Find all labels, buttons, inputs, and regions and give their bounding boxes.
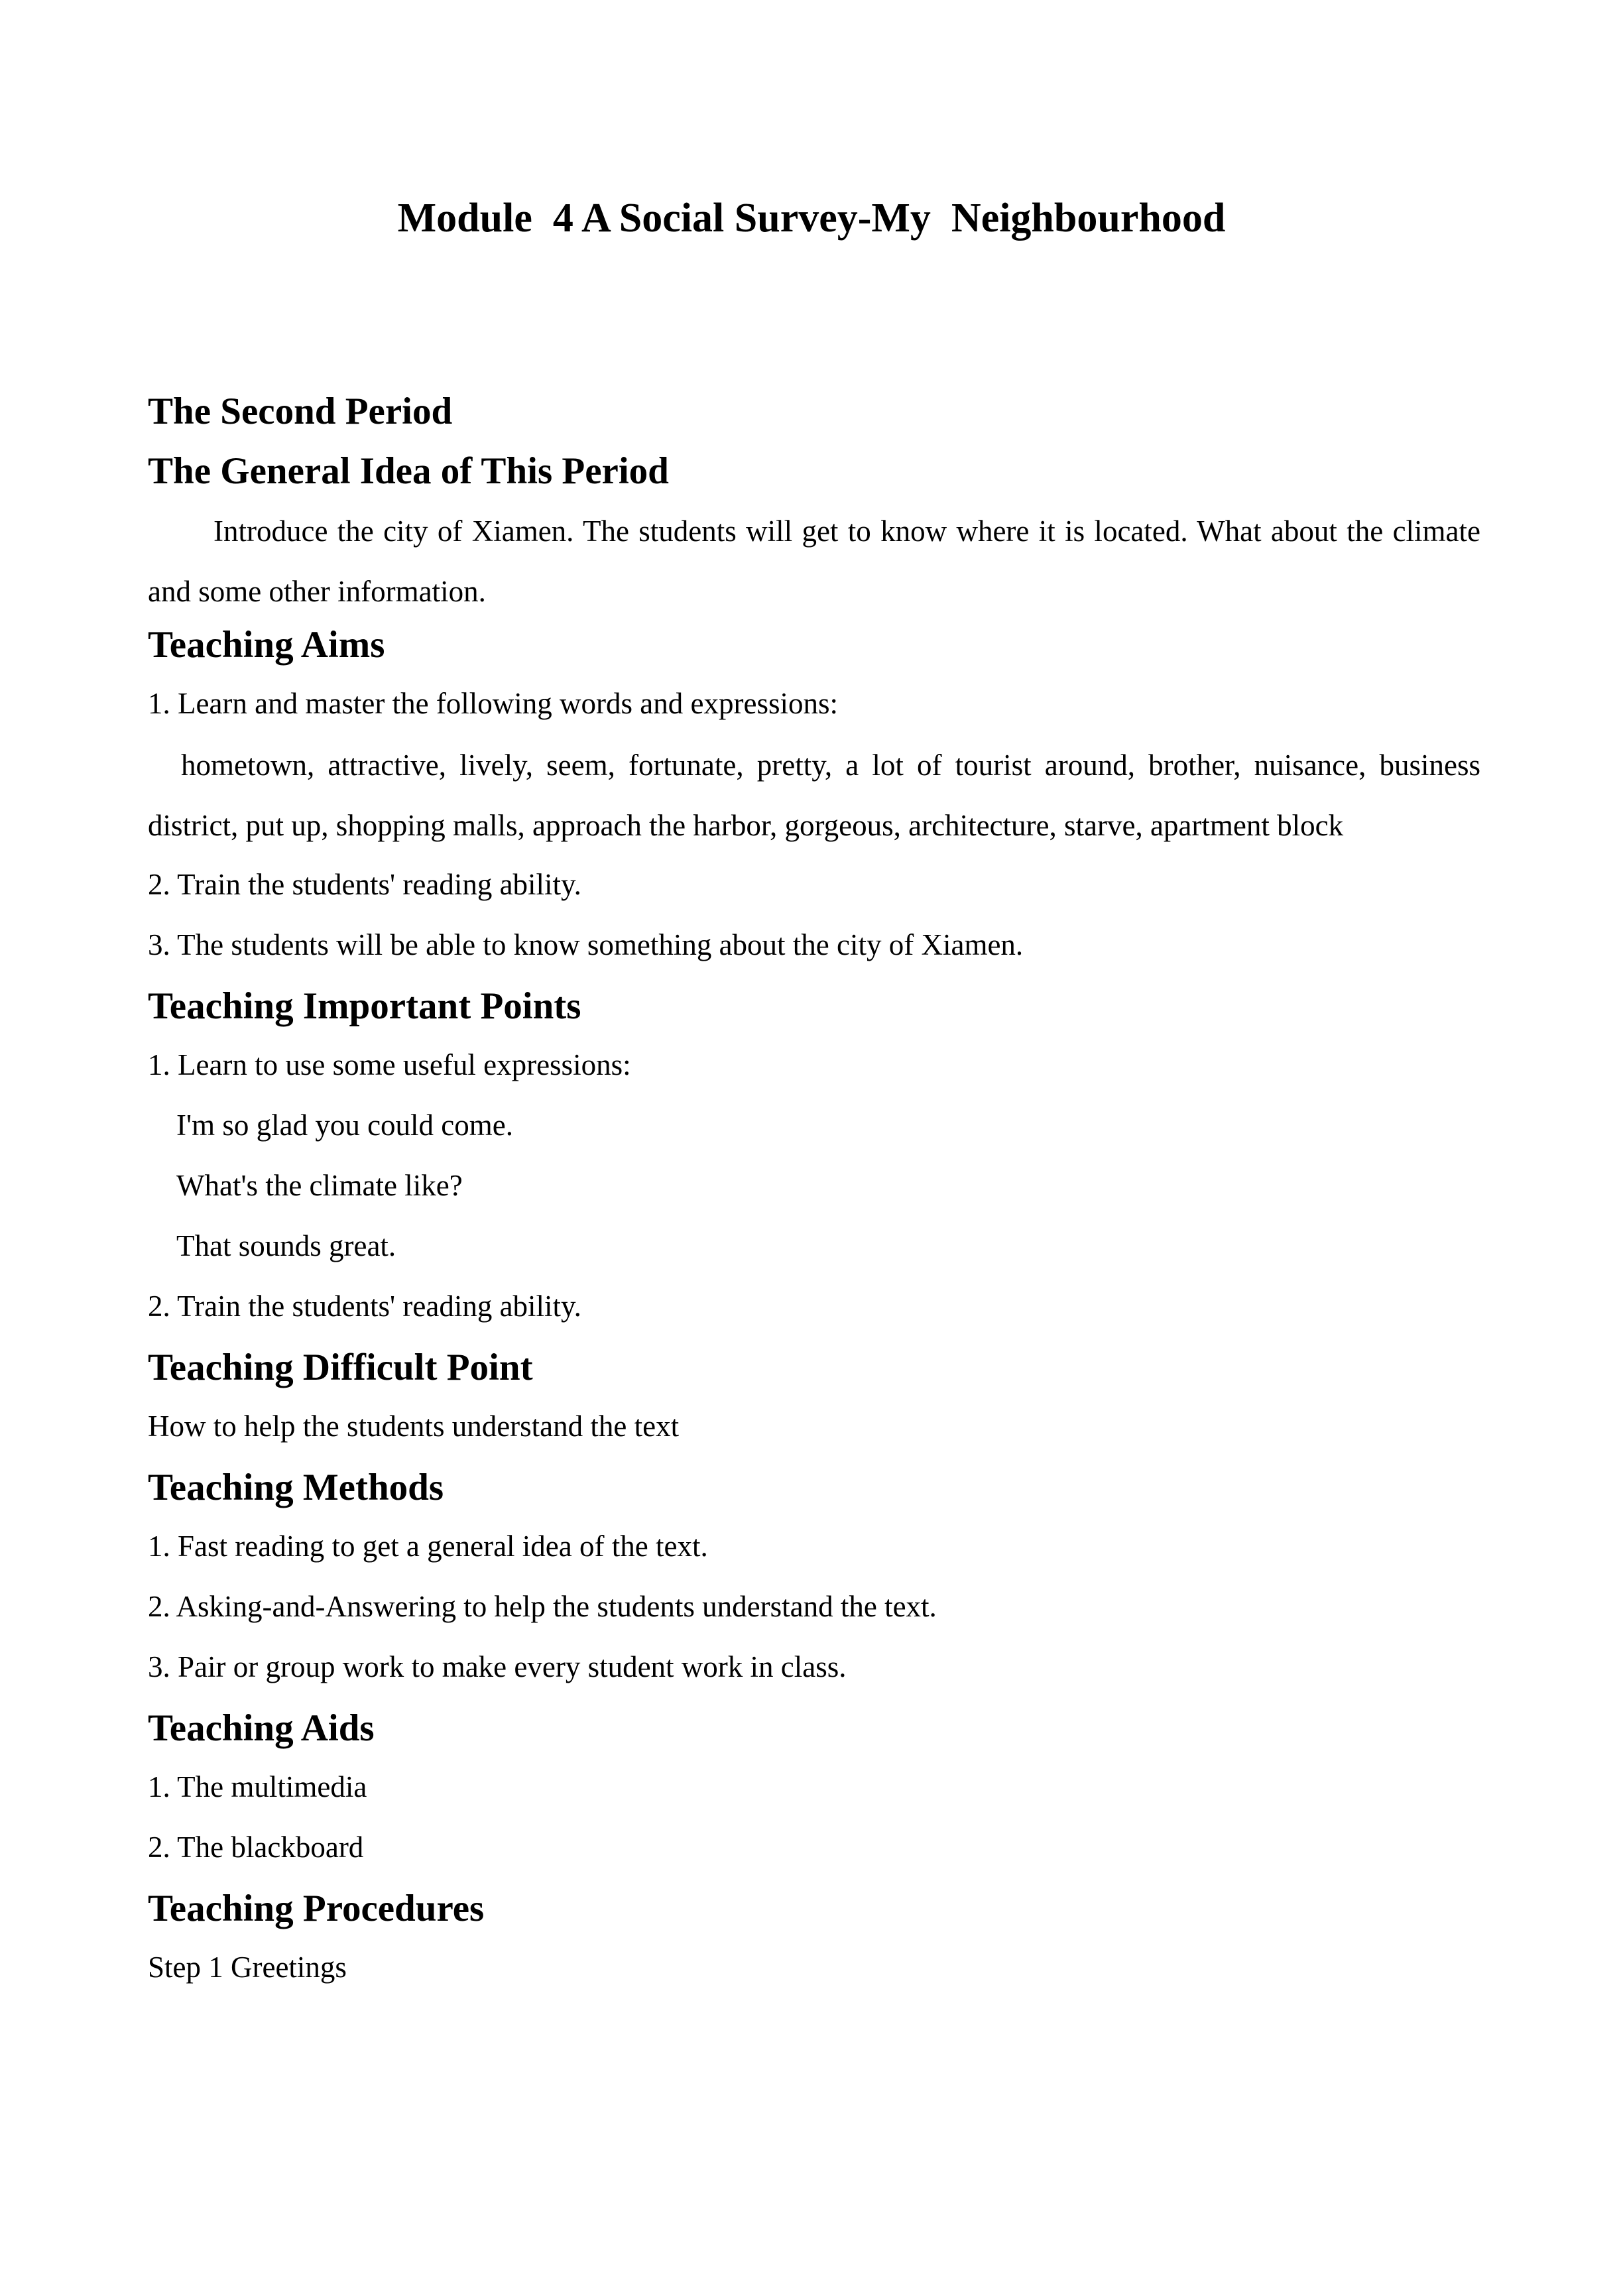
important-points-heading: Teaching Important Points (148, 985, 581, 1027)
teaching-methods-heading: Teaching Methods (148, 1467, 444, 1508)
aims-item-1: 1. Learn and master the following words and expressions: (148, 687, 838, 720)
aims-item-3: 3. The students will be able to know something about the city of Xiamen. (148, 928, 1024, 961)
expression-1: I'm so glad you could come. (176, 1109, 514, 1142)
aims-item-2: 2. Train the students' reading ability. (148, 868, 581, 901)
document-title: Module 4 A Social Survey-My Neighbourhood (397, 196, 1226, 241)
teaching-aids-heading: Teaching Aids (148, 1707, 375, 1749)
teaching-aims-heading: Teaching Aims (148, 624, 385, 666)
aids-item-1: 1. The multimedia (148, 1770, 367, 1803)
methods-item-1: 1. Fast reading to get a general idea of the text. (148, 1530, 708, 1563)
aids-item-2: 2. The blackboard (148, 1831, 364, 1864)
procedure-step-1: Step 1 Greetings (148, 1951, 347, 1984)
teaching-procedures-heading: Teaching Procedures (148, 1888, 485, 1929)
expression-2: What's the climate like? (176, 1169, 463, 1202)
important-points-item-1: 1. Learn to use some useful expressions: (148, 1048, 631, 1081)
document-body (148, 389, 1480, 2006)
expression-3: That sounds great. (176, 1229, 396, 1262)
general-idea-heading: The General Idea of This Period (148, 450, 669, 492)
aims-word-list: hometown, attractive, lively, seem, fortunate, pretty, a lot of tourist around, brother, nuisance, business district, put up, shopping malls, approach the harbor, gorgeous, architecture, starve, apartment block (148, 749, 1480, 842)
methods-item-3: 3. Pair or group work to make every student work in class. (148, 1650, 847, 1683)
period-heading: The Second Period (148, 391, 453, 432)
methods-item-2: 2. Asking-and-Answering to help the students understand the text. (148, 1590, 937, 1623)
difficult-point-heading: Teaching Difficult Point (148, 1347, 533, 1388)
general-idea-text: Introduce the city of Xiamen. The students will get to know where it is located. What about the climate and some other information. (148, 514, 1480, 608)
important-points-item-2: 2. Train the students' reading ability. (148, 1290, 581, 1323)
difficult-point-text: How to help the students understand the text (148, 1410, 680, 1443)
